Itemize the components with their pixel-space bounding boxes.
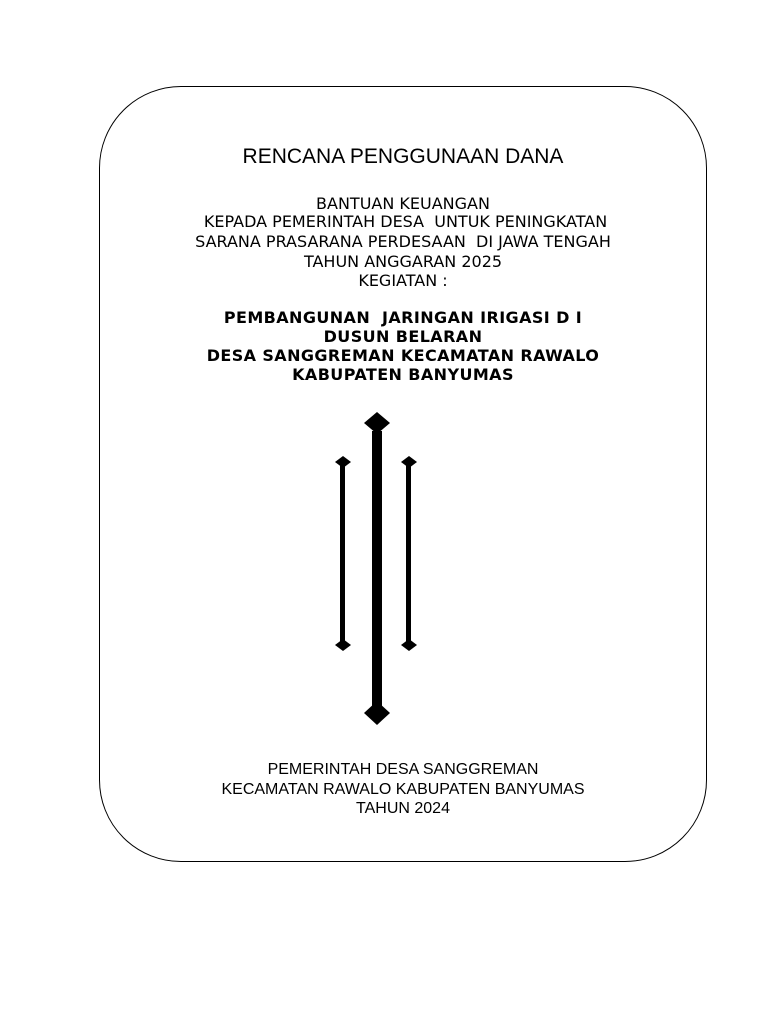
subtitle-line-5: KEGIATAN : <box>358 271 448 290</box>
activity-line-2: DUSUN BELARAN <box>323 327 483 346</box>
subtitle-line-3: SARANA PRASARANA PERDESAAN DI JAWA TENGAH <box>195 232 611 251</box>
left-bar <box>340 462 345 645</box>
three-vertical-bar-ornament-icon <box>320 405 440 730</box>
footer-line-1: PEMERINTAH DESA SANGGREMAN <box>267 761 539 778</box>
activity-line-4: KABUPATEN BANYUMAS <box>292 365 514 384</box>
center-top-diamond <box>364 412 390 434</box>
right-bar <box>406 462 411 645</box>
subtitle-line-4: TAHUN ANGGARAN 2025 <box>303 252 503 271</box>
footer-line-2: KECAMATAN RAWALO KABUPATEN BANYUMAS <box>221 781 585 798</box>
left-bottom-diamond <box>335 639 351 651</box>
activity-line-1: PEMBANGUNAN JARINGAN IRIGASI D I <box>223 308 583 327</box>
activity-line-3: DESA SANGGREMAN KECAMATAN RAWALO <box>206 346 600 365</box>
footer-line-3: TAHUN 2024 <box>356 800 450 817</box>
right-bottom-diamond <box>401 639 417 651</box>
subtitle-line-1: BANTUAN KEUANGAN <box>316 194 490 213</box>
center-bottom-diamond <box>364 701 390 725</box>
subtitle-line-2: KEPADA PEMERINTAH DESA UNTUK PENINGKATAN <box>198 212 608 231</box>
document-title: RENCANA PENGGUNAAN DANA <box>242 145 564 168</box>
center-bar <box>372 431 382 709</box>
